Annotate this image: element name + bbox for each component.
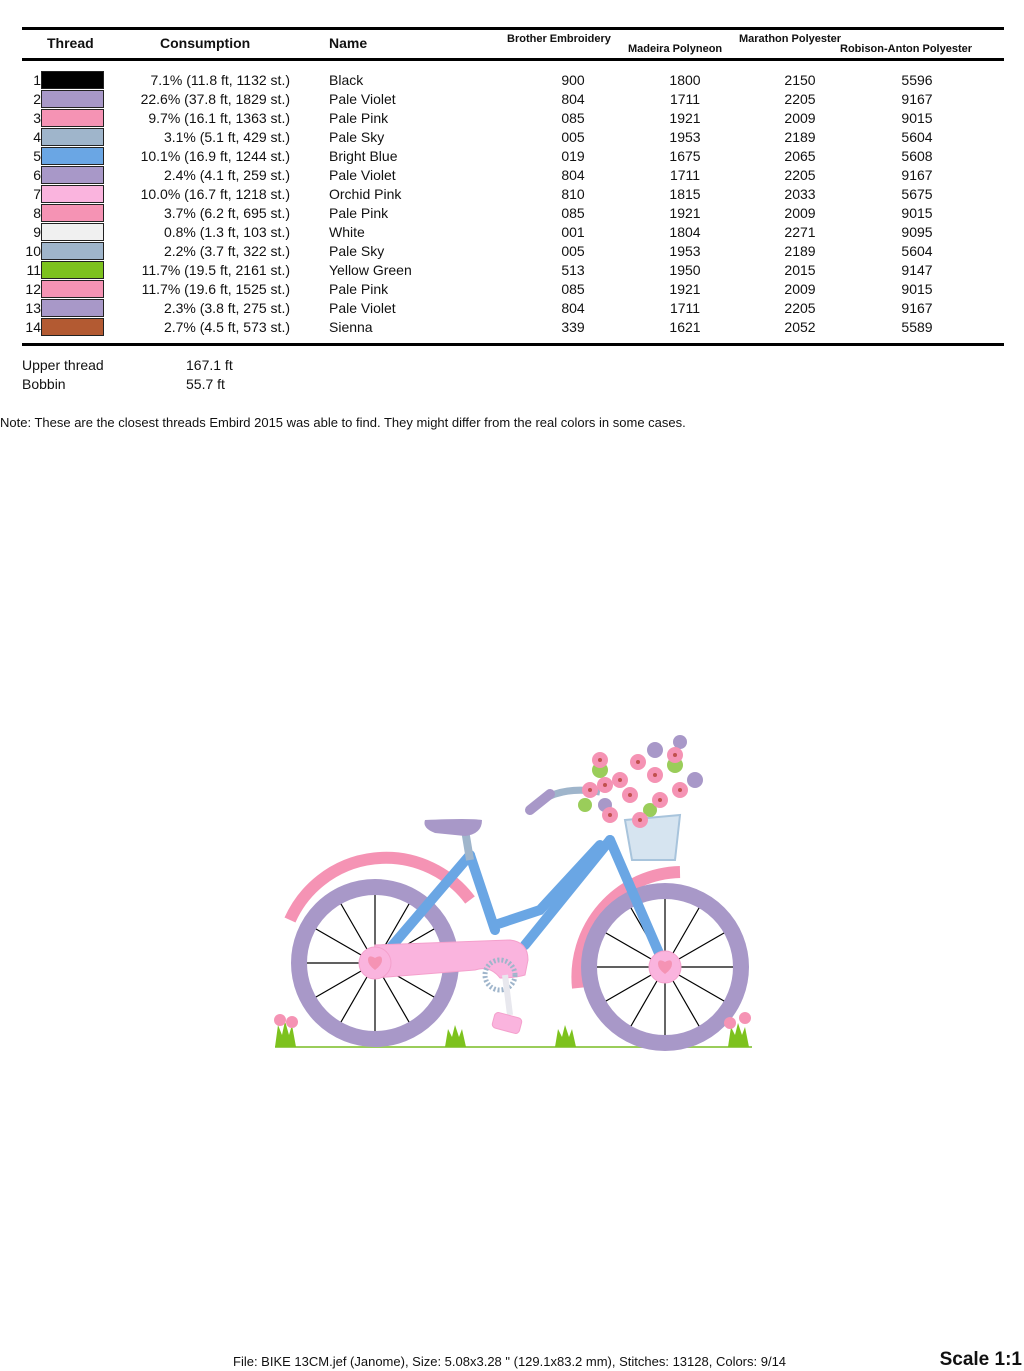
table-bottom-rule [22, 343, 1004, 346]
marathon-code-cell: 2271 [784, 224, 816, 240]
marathon-code-cell: 2052 [784, 319, 816, 335]
madeira-code-cell: 1621 [669, 319, 701, 335]
madeira-code-cell: 1950 [669, 262, 701, 278]
brother-code-cell: 804 [561, 300, 585, 316]
header-consumption: Consumption [160, 35, 251, 51]
thread-row [0, 242, 1024, 261]
thread-number: 8 [33, 205, 41, 221]
marathon-code-cell: 2065 [784, 148, 816, 164]
thread-number: 4 [33, 129, 41, 145]
marathon-code-cell: 2009 [784, 281, 816, 297]
thread-row [0, 166, 1024, 185]
marathon-code-cell: 2015 [784, 262, 816, 278]
thread-name-cell: Black [329, 72, 364, 88]
consumption-cell: 11.7% (19.6 ft, 1525 st.) [141, 281, 290, 297]
thread-name-cell: Pale Violet [329, 300, 396, 316]
madeira-code-cell: 1711 [669, 300, 701, 316]
thread-name-cell: Orchid Pink [329, 186, 402, 202]
brother-code-cell: 339 [561, 319, 585, 335]
thread-number: 11 [26, 262, 41, 278]
thread-row [0, 204, 1024, 223]
robison-code-cell: 5604 [901, 243, 933, 259]
brother-code-cell: 804 [561, 91, 585, 107]
brother-code-cell: 085 [561, 281, 585, 297]
table-header-rule [22, 58, 1004, 61]
brother-code-cell: 085 [561, 110, 585, 126]
marathon-code-cell: 2033 [784, 186, 816, 202]
consumption-cell: 7.1% (11.8 ft, 1132 st.) [150, 72, 290, 88]
robison-code-cell: 9147 [901, 262, 933, 278]
upper-thread-label: Upper thread [22, 357, 104, 373]
consumption-cell: 2.3% (3.8 ft, 275 st.) [163, 300, 290, 316]
brother-code-cell: 900 [561, 72, 585, 88]
header-madeira: Madeira Polyneon [628, 43, 723, 55]
madeira-code-cell: 1953 [669, 129, 701, 145]
marathon-code-cell: 2205 [784, 91, 816, 107]
brother-code-cell: 001 [561, 224, 585, 240]
thread-name-cell: Pale Violet [329, 167, 396, 183]
thread-row [0, 299, 1024, 318]
thread-row [0, 90, 1024, 109]
madeira-code-cell: 1711 [669, 91, 701, 107]
consumption-cell: 0.8% (1.3 ft, 103 st.) [163, 224, 290, 240]
thread-number: 9 [33, 224, 41, 240]
consumption-cell: 11.7% (19.5 ft, 2161 st.) [141, 262, 290, 278]
color-swatch [41, 71, 104, 89]
brother-code-cell: 005 [561, 243, 585, 259]
file-info: File: BIKE 13CM.jef (Janome), Size: 5.08x3.28 " (129.1x83.2 mm), Stitches: 13128, Colors: 9/14 [233, 1354, 787, 1369]
thread-name-cell: Yellow Green [329, 262, 412, 278]
thread-number: 2 [33, 91, 41, 107]
bobbin-value: 55.7 ft [186, 376, 225, 392]
brother-code-cell: 085 [561, 205, 585, 221]
marathon-code-cell: 2205 [784, 300, 816, 316]
header-marathon: Marathon Polyester [739, 33, 842, 45]
robison-code-cell: 9015 [901, 110, 933, 126]
consumption-cell: 2.2% (3.7 ft, 322 st.) [163, 243, 290, 259]
color-swatch [41, 204, 104, 222]
robison-code-cell: 9167 [901, 300, 933, 316]
madeira-code-cell: 1804 [669, 224, 701, 240]
brother-code-cell: 804 [561, 167, 585, 183]
color-swatch [41, 109, 104, 127]
upper-thread-value: 167.1 ft [186, 357, 233, 373]
robison-code-cell: 5675 [901, 186, 933, 202]
consumption-cell: 9.7% (16.1 ft, 1363 st.) [148, 110, 290, 126]
madeira-code-cell: 1921 [669, 110, 701, 126]
madeira-code-cell: 1921 [669, 281, 701, 297]
color-swatch [41, 261, 104, 279]
color-swatch [41, 90, 104, 108]
consumption-cell: 2.4% (4.1 ft, 259 st.) [163, 167, 290, 183]
thread-name-cell: Sienna [329, 319, 373, 335]
thread-row [0, 318, 1024, 337]
thread-row [0, 147, 1024, 166]
color-swatch [41, 318, 104, 336]
brother-code-cell: 513 [561, 262, 585, 278]
thread-number: 3 [33, 110, 41, 126]
thread-name-cell: Pale Sky [329, 243, 385, 259]
thread-number: 14 [25, 319, 41, 335]
color-swatch [41, 166, 104, 184]
basket-flowers [578, 735, 703, 828]
color-swatch [41, 128, 104, 146]
brother-code-cell: 019 [561, 148, 585, 164]
marathon-code-cell: 2205 [784, 167, 816, 183]
marathon-code-cell: 2009 [784, 110, 816, 126]
header-thread: Thread [47, 35, 94, 51]
color-swatch [41, 242, 104, 260]
thread-row [0, 261, 1024, 280]
madeira-code-cell: 1711 [669, 167, 701, 183]
header-robison: Robison-Anton Polyester [840, 43, 973, 55]
robison-code-cell: 5608 [901, 148, 933, 164]
bobbin-label: Bobbin [22, 376, 66, 392]
thread-row [0, 128, 1024, 147]
thread-name-cell: White [329, 224, 365, 240]
consumption-cell: 2.7% (4.5 ft, 573 st.) [163, 319, 290, 335]
thread-note: Note: These are the closest threads Embird 2015 was able to find. They might differ from the real colors in some cases. [0, 415, 686, 430]
thread-number: 5 [33, 148, 41, 164]
robison-code-cell: 9167 [901, 167, 933, 183]
thread-name-cell: Pale Sky [329, 129, 385, 145]
marathon-code-cell: 2189 [784, 243, 816, 259]
marathon-code-cell: 2189 [784, 129, 816, 145]
thread-number: 10 [25, 243, 41, 259]
scale-label: Scale 1:1 [939, 1349, 1022, 1370]
header-brother: Brother Embroidery [507, 33, 611, 45]
marathon-code-cell: 2009 [784, 205, 816, 221]
madeira-code-cell: 1815 [669, 186, 701, 202]
thread-row [0, 223, 1024, 242]
thread-number: 12 [25, 281, 41, 297]
consumption-cell: 22.6% (37.8 ft, 1829 st.) [140, 91, 290, 107]
color-swatch [41, 147, 104, 165]
thread-name-cell: Pale Violet [329, 91, 396, 107]
table-top-rule [22, 27, 1004, 30]
robison-code-cell: 5589 [901, 319, 933, 335]
thread-row [0, 71, 1024, 90]
madeira-code-cell: 1921 [669, 205, 701, 221]
thread-row [0, 280, 1024, 299]
header-name: Name [329, 35, 368, 51]
consumption-cell: 3.1% (5.1 ft, 429 st.) [163, 129, 290, 145]
robison-code-cell: 5604 [901, 129, 933, 145]
thread-name-cell: Pale Pink [329, 281, 389, 297]
color-swatch [41, 299, 104, 317]
robison-code-cell: 9095 [901, 224, 933, 240]
robison-code-cell: 9015 [901, 281, 933, 297]
thread-name-cell: Bright Blue [329, 148, 398, 164]
color-swatch [41, 280, 104, 298]
consumption-cell: 10.0% (16.7 ft, 1218 st.) [140, 186, 290, 202]
madeira-code-cell: 1800 [669, 72, 701, 88]
brother-code-cell: 810 [561, 186, 585, 202]
robison-code-cell: 9015 [901, 205, 933, 221]
color-swatch [41, 185, 104, 203]
brother-code-cell: 005 [561, 129, 585, 145]
madeira-code-cell: 1675 [669, 148, 701, 164]
color-swatch [41, 223, 104, 241]
bicycle-design-preview [260, 720, 760, 1060]
thread-name-cell: Pale Pink [329, 110, 389, 126]
marathon-code-cell: 2150 [784, 72, 816, 88]
thread-row [0, 109, 1024, 128]
thread-number: 13 [25, 300, 41, 316]
consumption-cell: 3.7% (6.2 ft, 695 st.) [163, 205, 290, 221]
thread-number: 6 [33, 167, 41, 183]
consumption-cell: 10.1% (16.9 ft, 1244 st.) [140, 148, 290, 164]
robison-code-cell: 5596 [901, 72, 933, 88]
thread-row [0, 185, 1024, 204]
thread-name-cell: Pale Pink [329, 205, 389, 221]
robison-code-cell: 9167 [901, 91, 933, 107]
madeira-code-cell: 1953 [669, 243, 701, 259]
thread-number: 1 [33, 72, 41, 88]
thread-number: 7 [33, 186, 41, 202]
